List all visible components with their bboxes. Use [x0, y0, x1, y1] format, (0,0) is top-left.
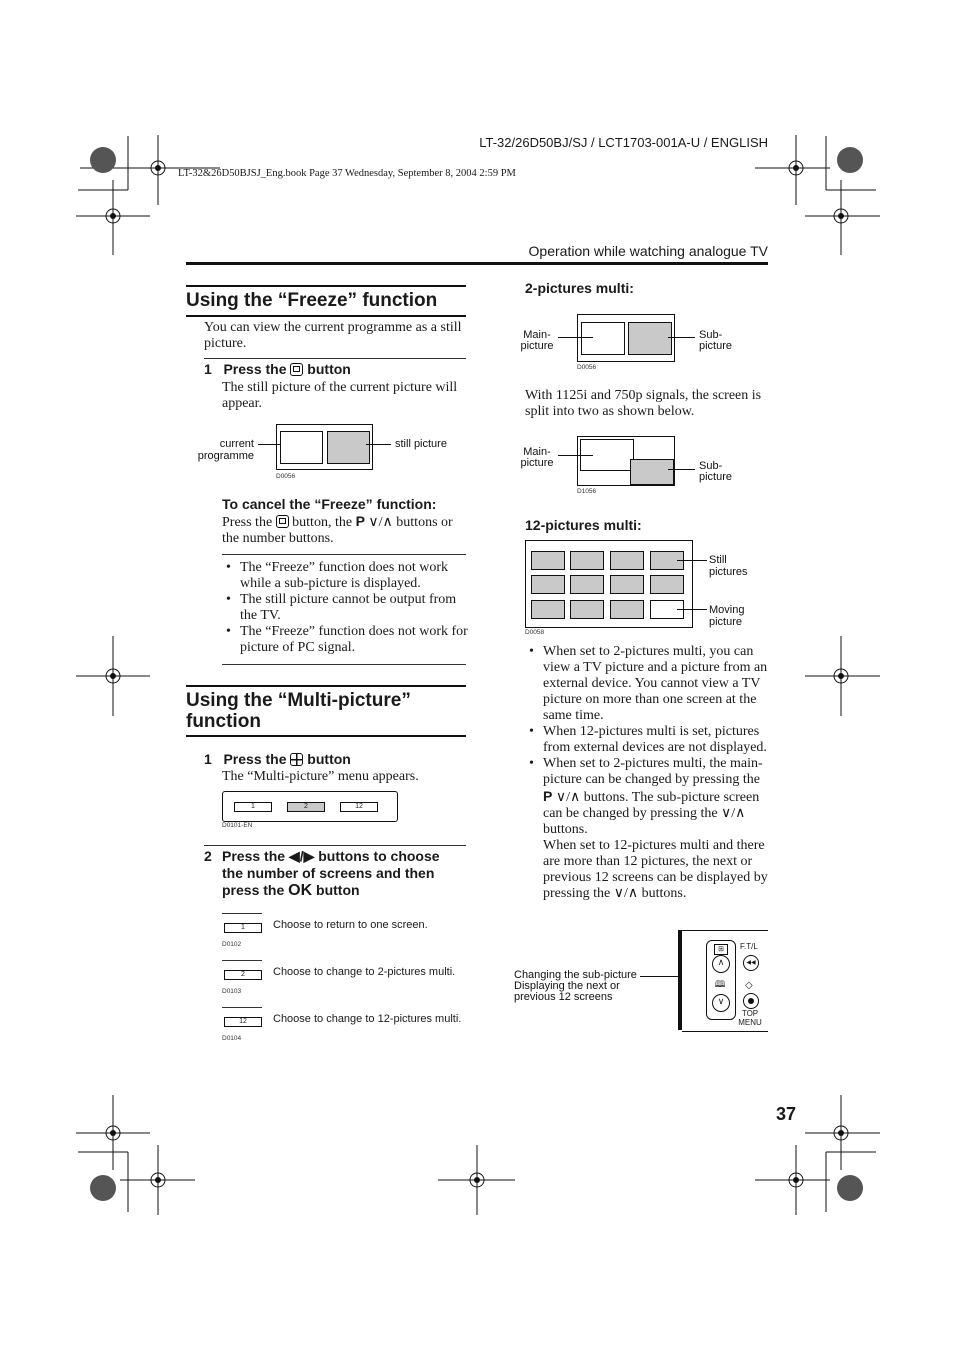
step2-line3-post: button	[316, 882, 360, 898]
split-figure	[518, 436, 768, 498]
step2-line3-pre: press the	[222, 882, 285, 898]
multi-step1	[204, 751, 351, 768]
picture-cell	[610, 600, 644, 619]
picture-cell	[531, 575, 565, 594]
choice-row	[222, 913, 468, 953]
diamond-icon: ◇	[745, 980, 753, 991]
choice-text: Choose to change to 2-pictures multi.	[273, 966, 456, 978]
freeze-title-rule-bottom	[186, 315, 466, 317]
step-text-pre: Press the	[223, 361, 287, 377]
tv-screen	[577, 436, 675, 486]
choice-row	[222, 960, 468, 1000]
leader-line	[668, 469, 695, 470]
current-programme-label: current programme	[197, 438, 254, 462]
figure-code: D0058	[525, 629, 545, 636]
note-item: • The “Freeze” function does not work for picture of PC signal.	[222, 624, 468, 656]
leader-line	[258, 444, 280, 445]
rewind-button-icon: ◀◀	[743, 955, 759, 971]
down-button-icon: ∨	[712, 994, 730, 1012]
leader-line	[558, 337, 593, 338]
tv-screen	[525, 540, 693, 628]
picture-cell	[570, 575, 604, 594]
picture-cell	[570, 600, 604, 619]
notes-rule-top	[222, 554, 466, 555]
multi-title-rule-bottom	[186, 735, 466, 737]
step2-line2: the number of screens and then	[222, 865, 435, 881]
multi-title-rule-top	[186, 685, 466, 687]
note-text: ∨/∧ buttons. The sub-picture screen can be changed by pressing the ∨/∧ buttons.	[543, 790, 760, 837]
remote-button-group	[706, 940, 736, 1020]
picture-cell	[531, 600, 565, 619]
step-number: 2	[204, 848, 212, 864]
freeze-title-rule-top	[186, 285, 466, 287]
figure-code: D0104	[222, 1035, 242, 1042]
main-picture-pane	[581, 322, 625, 355]
tv-screen	[276, 424, 373, 470]
menu-option: 12	[340, 802, 378, 812]
book-line: LT-32&26D50BJSJ_Eng.book Page 37 Wednesday, September 8, 2004 2:59 PM	[178, 168, 516, 179]
leader-line	[677, 560, 707, 561]
sub-picture-label: Sub- picture	[699, 460, 733, 483]
picture-cell	[570, 551, 604, 570]
freeze-button-icon	[290, 363, 303, 376]
freeze-title: Using the “Freeze” function	[186, 290, 438, 311]
cancel-title: To cancel the “Freeze” function:	[222, 496, 437, 512]
sub-picture-pane	[630, 459, 674, 485]
choice-text: Choose to return to one screen.	[273, 919, 428, 931]
multi-title-line2: function	[186, 711, 261, 732]
tv-screen	[577, 314, 675, 362]
cancel-post: ∨/∧ buttons or the number buttons.	[222, 515, 453, 546]
note-text-extra: When set to 12-pictures multi and there are more than 12 pictures, the next or previous 12 screens can be displayed by pressing the ∨/∧ buttons.	[543, 838, 768, 901]
note-item: • The still picture cannot be output from the TV.	[222, 592, 468, 624]
multi-step1-desc: The “Multi-picture” menu appears.	[222, 769, 419, 784]
note-text: When set to 2-pictures multi, the main-picture can be changed by pressing the	[543, 756, 763, 787]
multi-menu-figure	[222, 791, 398, 831]
figure-code: D1056	[577, 488, 597, 495]
leader-line	[558, 455, 593, 456]
still-picture-label: still picture	[395, 438, 447, 450]
main-picture-label: Main- picture	[520, 329, 554, 352]
moving-picture-label: Moving picture	[709, 604, 745, 628]
figure-code: D0056	[276, 473, 296, 480]
split-text: With 1125i and 750p signals, the screen is split into two as shown below.	[525, 388, 762, 419]
menu-option: 1	[234, 802, 272, 812]
choice-text: Choose to change to 12-pictures multi.	[273, 1013, 462, 1025]
multi-picture-button-icon	[290, 753, 303, 766]
multi-title	[186, 690, 411, 732]
choice-rule	[222, 913, 262, 914]
leader-line	[668, 337, 695, 338]
step-number: 1	[204, 361, 212, 377]
picture-cell	[610, 551, 644, 570]
top-menu-button-icon	[743, 993, 759, 1009]
still-picture-pane	[327, 431, 370, 464]
step-number: 1	[204, 751, 212, 767]
book-icon: 🕮	[714, 980, 726, 990]
step2-text	[222, 848, 472, 899]
still-pictures-label: Still pictures	[709, 554, 748, 578]
two-pictures-figure	[518, 314, 768, 376]
ftl-label: F.T/L	[740, 942, 758, 951]
step-text-pre: Press the	[223, 751, 287, 767]
note-item: • When set to 2-pictures multi, you can view a TV picture and a picture from an external device. You cannot view a TV picture on more than one screen at the same time.	[525, 644, 770, 724]
freeze-step1-desc: The still picture of the current picture will appear.	[222, 380, 458, 411]
choice-option-box: 1	[224, 923, 262, 933]
sub-picture-label: Sub- picture	[699, 329, 733, 352]
cancel-pre: Press the	[222, 515, 273, 530]
picture-cell	[650, 575, 684, 594]
two-pictures-title: 2-pictures multi:	[525, 280, 634, 296]
top-menu-label: TOP MENU	[738, 1009, 762, 1027]
section-header: Operation while watching analogue TV	[528, 243, 768, 259]
notes-rule-bottom	[222, 664, 466, 665]
leader-line	[366, 444, 391, 445]
note-item: • The “Freeze” function does not work while a sub-picture is displayed.	[222, 560, 468, 592]
figure-code: D0103	[222, 988, 242, 995]
up-button-icon: ∧	[712, 955, 730, 973]
multi-picture-icon: ⊞	[714, 944, 728, 955]
remote-caption: Changing the sub-picture Displaying the next or previous 12 screens	[514, 969, 637, 1003]
sub-picture-pane	[628, 322, 672, 355]
multi-title-line1: Using the “Multi-picture”	[186, 690, 411, 711]
multi-notes	[525, 644, 770, 902]
picture-cell	[531, 551, 565, 570]
current-programme-pane	[280, 431, 323, 464]
freeze-figure	[196, 424, 456, 484]
freeze-button-icon	[276, 515, 289, 528]
twelve-pictures-figure	[525, 540, 768, 640]
menu-option-selected: 2	[287, 802, 325, 812]
step-text-post: button	[307, 751, 351, 767]
choice-rule	[222, 960, 262, 961]
twelve-pictures-title: 12-pictures multi:	[525, 517, 642, 533]
choice-option-box: 12	[224, 1017, 262, 1027]
picture-cell	[610, 575, 644, 594]
model-line: LT-32/26D50BJ/SJ / LCT1703-001A-U / ENGLISH	[479, 135, 768, 150]
step2-line3	[222, 882, 472, 899]
choice-rule	[222, 1007, 262, 1008]
main-picture-label: Main- picture	[520, 446, 554, 469]
p-button-label: P	[543, 788, 553, 804]
figure-code: D0056	[577, 364, 597, 371]
figure-code: D0101-EN	[222, 822, 253, 829]
header-rule	[186, 262, 768, 265]
p-button-label: P	[355, 513, 365, 529]
freeze-notes	[222, 560, 468, 656]
figure-code: D0102	[222, 941, 242, 948]
choice-row	[222, 1007, 468, 1047]
freeze-rule	[204, 358, 466, 359]
step2-line1: Press the ◀/▶ buttons to choose	[222, 848, 440, 864]
step2-rule	[204, 845, 466, 846]
cancel-mid: button, the	[292, 515, 353, 530]
cancel-text	[222, 513, 468, 547]
ok-button-label: OK	[288, 882, 313, 899]
remote-figure	[514, 930, 770, 1032]
freeze-step1	[204, 361, 351, 378]
page-number: 37	[775, 1104, 796, 1124]
note-item: • When 12-pictures multi is set, pictures from external devices are not displayed.	[525, 724, 770, 756]
freeze-intro: You can view the current programme as a still picture.	[204, 320, 462, 351]
note-item	[525, 756, 770, 902]
choice-option-box: 2	[224, 970, 262, 980]
step-text-post: button	[307, 361, 351, 377]
leader-line	[677, 609, 707, 610]
